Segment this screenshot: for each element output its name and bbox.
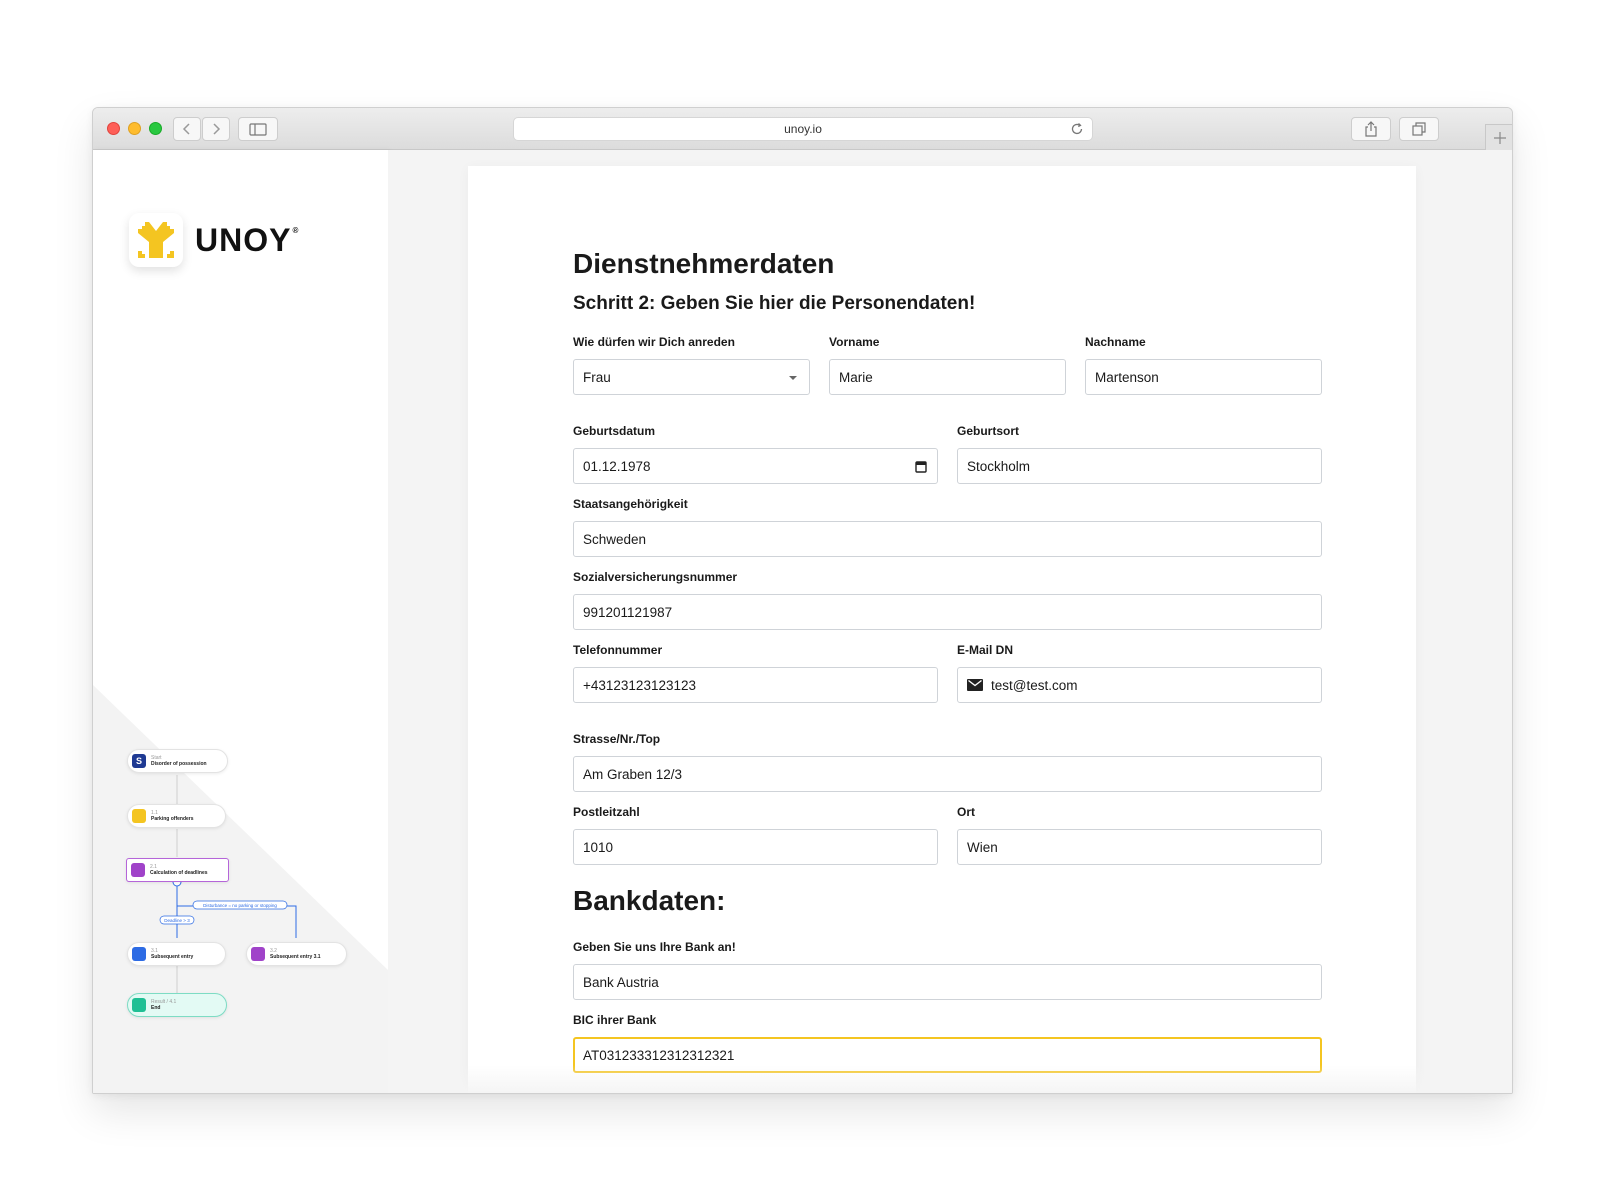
flag-icon (132, 998, 146, 1012)
chevron-right-icon (211, 122, 221, 136)
street-value: Am Graben 12/3 (583, 766, 683, 782)
main-content (388, 150, 1513, 1094)
phone-field (573, 643, 938, 703)
page-subtitle: Schritt 2: Geben Sie hier die Personendaten! (573, 293, 976, 314)
flow-node-step: 3.2 (270, 948, 277, 954)
nationality-field (573, 497, 1322, 557)
street-label: Strasse/Nr./Top (573, 732, 661, 746)
url-text: unoy.io (784, 122, 822, 136)
phone-input[interactable] (573, 667, 938, 703)
calendar-icon[interactable] (915, 460, 927, 473)
phone-label: Telefonnummer (573, 643, 663, 657)
flow-node-step: 2.1 (150, 864, 157, 870)
flow-node-title: Subsequent entry (151, 954, 194, 960)
flow-node-step: 1.1 (151, 810, 158, 816)
ssn-input[interactable] (573, 594, 1322, 630)
flow-node-start[interactable] (127, 749, 228, 773)
birthdate-field (573, 424, 938, 484)
flow-node-subsequent-entry[interactable] (127, 942, 226, 966)
email-value: test@test.com (991, 677, 1078, 693)
zip-value: 1010 (583, 839, 614, 855)
lastname-field (1085, 335, 1322, 395)
forward-button[interactable] (202, 117, 230, 141)
email-input[interactable] (957, 667, 1322, 703)
dropdown-caret-icon (789, 376, 797, 380)
flow-node-subsequent-entry-3-1[interactable] (246, 942, 347, 966)
flow-node-title: Calculation of deadlines (150, 870, 208, 876)
flow-node-step: Start (151, 755, 162, 761)
street-input[interactable] (573, 756, 1322, 792)
birthdate-input[interactable] (573, 448, 938, 484)
flow-node-title: End (151, 1005, 161, 1011)
sidebar-toggle-button[interactable] (238, 117, 278, 141)
entry-icon (251, 947, 265, 961)
calculation-icon (131, 863, 145, 877)
chevron-left-icon (182, 122, 192, 136)
firstname-value: Marie (839, 369, 873, 385)
flow-node-end[interactable] (127, 993, 227, 1017)
maximize-window-button[interactable] (149, 122, 162, 135)
scroll-fade (388, 1065, 1513, 1094)
minimize-window-button[interactable] (128, 122, 141, 135)
lastname-value: Martenson (1095, 369, 1159, 385)
lastname-input[interactable] (1085, 359, 1322, 395)
condition-label-2: Deadline > 3 (164, 918, 190, 923)
new-tab-button[interactable] (1485, 124, 1513, 151)
close-window-button[interactable] (107, 122, 120, 135)
birthplace-field (957, 424, 1322, 484)
email-field (957, 643, 1322, 703)
birthdate-label: Geburtsdatum (573, 424, 656, 438)
flow-node-title: Disorder of possession (151, 761, 207, 767)
sidebar-icon (249, 123, 267, 136)
phone-value: +43123123123123 (583, 677, 696, 693)
bic-field (573, 1013, 1322, 1073)
page-title: Dienstnehmerdaten (573, 248, 835, 279)
zip-label: Postleitzahl (573, 805, 640, 819)
bic-value: AT031233312312312321 (583, 1047, 735, 1063)
firstname-label: Vorname (829, 335, 880, 349)
registered-mark: ® (292, 225, 300, 235)
condition-label-1: Disturbance = no parking or stopping (203, 903, 277, 908)
firstname-input[interactable] (829, 359, 1066, 395)
share-icon (1364, 121, 1378, 137)
city-label: Ort (957, 805, 975, 819)
flow-node-step: 3.1 (151, 948, 158, 954)
birthplace-label: Geburtsort (957, 424, 1020, 438)
mail-icon (967, 679, 983, 691)
bank-field (573, 940, 1322, 1000)
birthplace-value: Stockholm (967, 458, 1031, 474)
bic-label: BIC ihrer Bank (573, 1013, 657, 1027)
nationality-label: Staatsangehörigkeit (573, 497, 688, 511)
address-bar[interactable] (513, 117, 1093, 141)
flow-node-step: Result / 4.1 (151, 999, 177, 1005)
zip-input[interactable] (573, 829, 938, 865)
nationality-input[interactable] (573, 521, 1322, 557)
flow-node-parking[interactable] (127, 804, 226, 828)
logo-wordmark-text: UNOY (195, 221, 292, 258)
browser-window (92, 107, 1513, 1094)
share-button[interactable] (1351, 117, 1391, 141)
note-icon (132, 809, 146, 823)
flow-node-title: Parking offenders (151, 816, 194, 822)
lastname-label: Nachname (1085, 335, 1146, 349)
form-card (468, 166, 1416, 1094)
firstname-field (829, 335, 1066, 395)
birthdate-value: 01.12.1978 (583, 458, 651, 474)
app-sidebar (93, 150, 388, 1094)
bank-value: Bank Austria (583, 974, 659, 990)
city-value: Wien (967, 839, 998, 855)
birthplace-input[interactable] (957, 448, 1322, 484)
city-input[interactable] (957, 829, 1322, 865)
salutation-select[interactable] (573, 359, 810, 395)
bank-label: Geben Sie uns Ihre Bank an! (573, 940, 736, 954)
nationality-value: Schweden (583, 531, 647, 547)
bank-section-title: Bankdaten: (573, 885, 726, 916)
reload-icon[interactable] (1070, 122, 1084, 136)
zip-field (573, 805, 938, 865)
ssn-field (573, 570, 1322, 630)
street-field (573, 732, 1322, 792)
flow-node-calculation[interactable] (126, 858, 229, 882)
ssn-label: Sozialversicherungsnummer (573, 570, 738, 584)
entry-icon (132, 947, 146, 961)
city-field (957, 805, 1322, 865)
browser-toolbar (93, 108, 1512, 150)
start-icon: S (132, 754, 146, 768)
salutation-field (573, 335, 810, 395)
email-label: E-Mail DN (957, 643, 1014, 657)
flow-node-title: Subsequent entry 3.1 (270, 954, 321, 960)
bank-input[interactable] (573, 964, 1322, 1000)
back-button[interactable] (173, 117, 201, 141)
tabs-overview-button[interactable] (1399, 117, 1439, 141)
ssn-value: 991201121987 (583, 604, 673, 620)
salutation-label: Wie dürfen wir Dich anreden (573, 335, 735, 349)
salutation-value: Frau (583, 369, 611, 385)
tabs-icon (1412, 122, 1426, 136)
plus-icon (1493, 131, 1507, 145)
